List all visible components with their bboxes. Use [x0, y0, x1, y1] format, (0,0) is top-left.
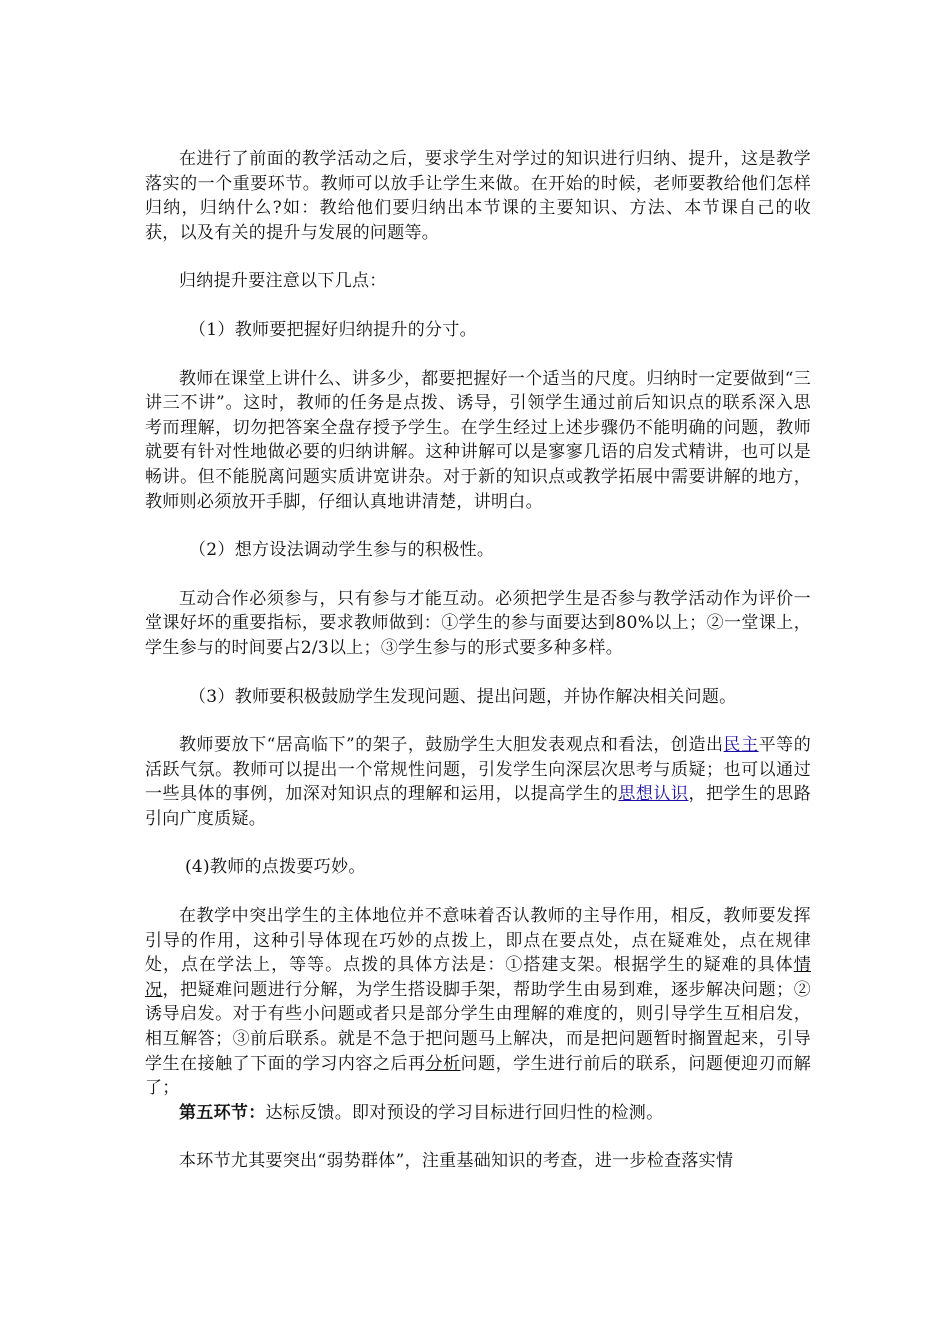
paragraph-point-4 [145, 904, 811, 1101]
paragraph-point-2: 互动合作必须参与，只有参与才能互动。必须把学生是否参与教学活动作为评价一堂课好坏的重要指标，要求教师做到：①学生的参与面要达到80%以上；②一堂课上，学生参与的时间要占2/3以上；③学生参与的形式要多种多样。 [145, 588, 811, 658]
point-heading-2: （2）想方设法调动学生参与的积极性。 [189, 540, 495, 561]
link-ideological-understanding[interactable]: 思想认识 [618, 784, 689, 805]
underlined-analysis: 分析 [425, 1053, 461, 1074]
paragraph-point-4-text-b: ，把疑难问题进行分解，为学生搭设脚手架，帮助学生由易到难，逐步解决问题；②诱导启发。对于有些小问题或者只是部分学生由理解的难度的，则引导学生互相启发，相互解答；③前后联系。就是不急于把问题马上解决，而是把问题暂时搁置起来，引导学生在接触了下面的学习内容之后再 [145, 979, 811, 1074]
point-heading-3: （3）教师要积极鼓励学生发现问题、提出问题，并协作解决相关问题。 [189, 686, 737, 707]
paragraph-point-1: 教师在课堂上讲什么、讲多少，都要把握好一个适当的尺度。归纳时一定要做到“三讲三不讲”。这时，教师的任务是点拨、诱导，引领学生通过前后知识点的联系深入思考而理解，切勿把答案全盘存授予学生。在学生经过上述步骤仍不能明确的问题，教师就要有针对性地做必要的归纳讲解。这种讲解可以是寥寥几语的启发式精讲，也可以是畅讲。但不能脱离问题实质讲宽讲杂。对于新的知识点或教学拓展中需要讲解的地方，教师则必须放开手脚，仔细认真地讲清楚，讲明白。 [145, 368, 811, 512]
point-heading-1: （1）教师要把握好归纳提升的分寸。 [189, 319, 477, 340]
paragraph-summary-points-intro: 归纳提升要注意以下几点： [179, 271, 387, 292]
paragraph-fifth-stage [145, 1101, 811, 1126]
paragraph-point-3-text-c: ，把学生的思路引向广度质疑。 [145, 784, 811, 829]
fifth-stage-label: 第五环节： [179, 1102, 266, 1123]
paragraph-point-3-text-b: 平等的活跃气氛。教师可以提出一个常规性问题，引发学生向深层次思考与质疑；也可以通过一些具体的事例，加深对知识点的理解和运用，以提高学生的 [145, 735, 811, 805]
paragraph-summary-intro: 在进行了前面的教学活动之后，要求学生对学过的知识进行归纳、提升，这是教学落实的一个重要环节。教师可以放手让学生来做。在开始的时候，老师要教给他们怎样归纳，归纳什么?如：教给他们要归纳出本节课的主要知识、方法、本节课自己的收获，以及有关的提升与发展的问题等。 [145, 149, 811, 243]
paragraph-point-3-text-a: 教师要放下“居高临下”的架子，鼓励学生大胆发表观点和看法，创造出 [179, 735, 724, 756]
fifth-stage-text: 达标反馈。即对预设的学习目标进行回归性的检测。 [265, 1102, 664, 1123]
paragraph-point-4-text-c: 问题，学生进行前后的联系，问题便迎刃而解了； [145, 1053, 811, 1099]
paragraph-point-3 [145, 733, 811, 831]
paragraph-weak-group: 本环节尤其要突出“弱势群体”，注重基础知识的考查，进一步检查落实情 [179, 1151, 734, 1172]
underlined-situation: 情况 [145, 955, 811, 1000]
paragraph-point-4-text-a: 在教学中突出学生的主体地位并不意味着否认教师的主导作用，相反，教师要发挥引导的作用，这种引导体现在巧妙的点拨上，即点在要点处，点在疑难处，点在规律处，点在学法上，等等。点拨的具体方法是：①搭建支架。根据学生的疑难的具体 [145, 906, 811, 976]
point-heading-4: (4)教师的点拨要巧妙。 [185, 857, 366, 878]
document-page [145, 147, 811, 1174]
link-democracy[interactable]: 民主 [723, 735, 759, 756]
